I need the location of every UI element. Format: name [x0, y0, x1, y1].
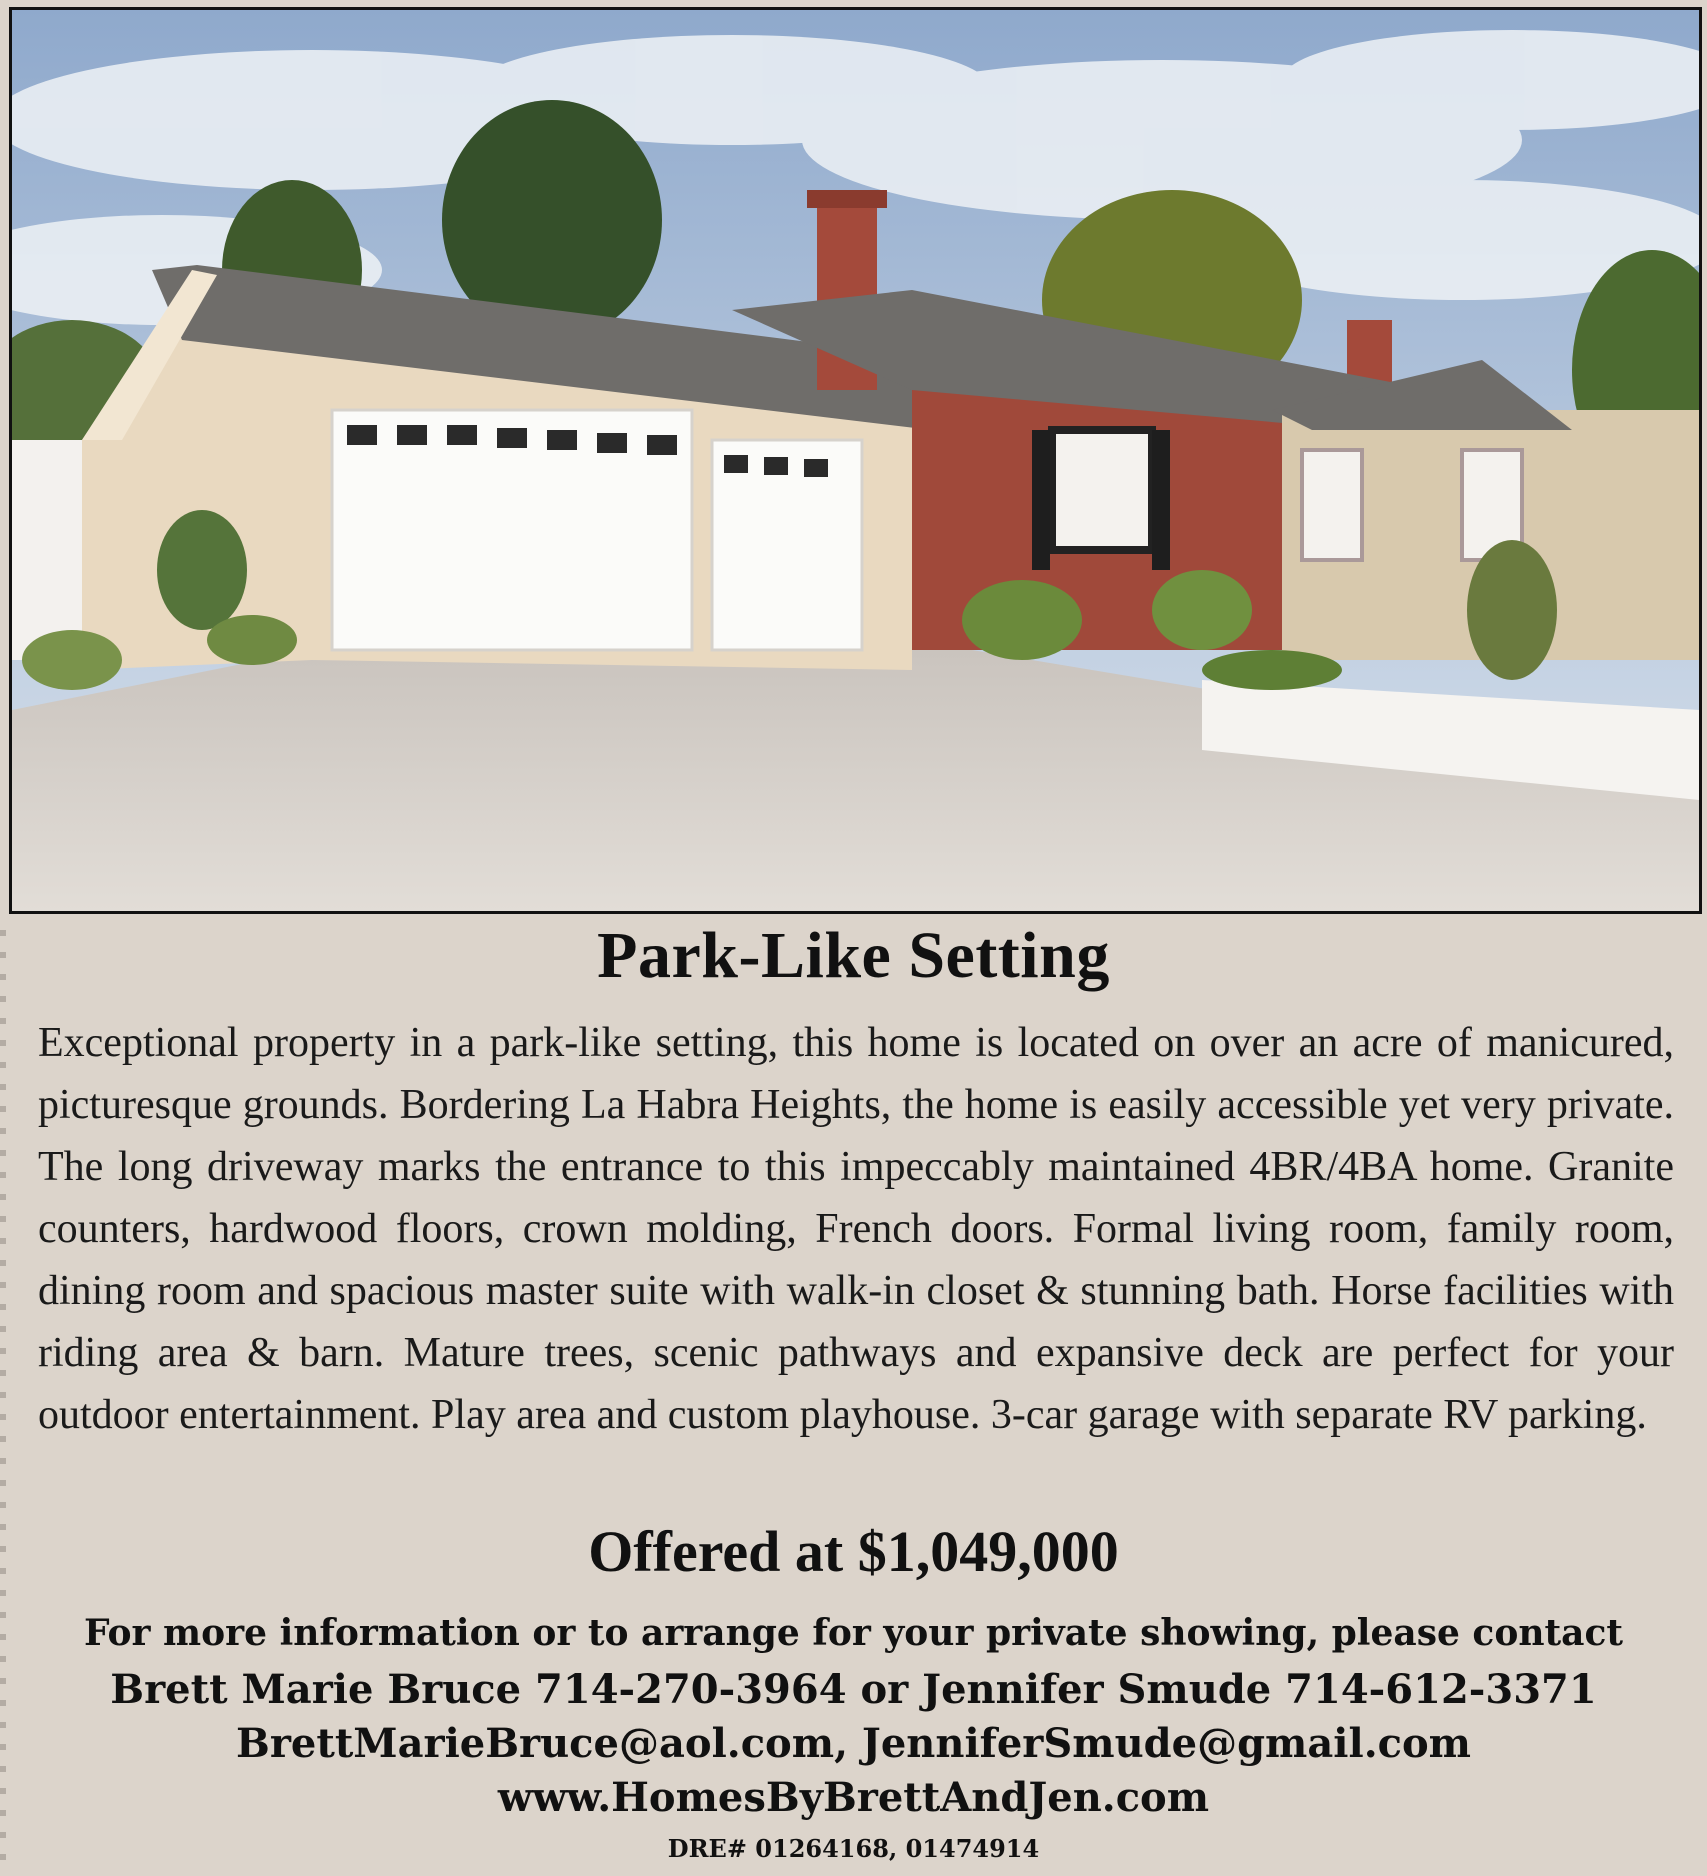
website-link[interactable]: www.HomesByBrettAndJen.com — [497, 1774, 1210, 1821]
dre-license-numbers: DRE# 01264168, 01474914 — [667, 1834, 1040, 1863]
contact-intro: For more information or to arrange for your private showing, please contact — [83, 1612, 1624, 1654]
property-description: Exceptional property in a park-like setting, this home is located on over an acre of manicured, picturesque grounds. Bordering La Habra Heights, the home is easily accessible yet very private. The long driveway marks the entrance to this impeccably maintained 4BR/4BA home. Granite counters, hardwood floors, crown molding, French doors. Formal living room, family room, dining room and spacious master suite with walk-in closet & stunning bath. Horse facilities with riding area & barn. Mature trees, scenic pathways and expansive deck are perfect for your outdoor entertainment. Play area and custom playhouse. 3-car garage with separate RV parking. — [38, 1020, 1674, 1438]
house-illustration — [12, 10, 1699, 911]
home-exterior-photo — [9, 7, 1702, 914]
ad-headline: Park-Like Setting — [597, 919, 1110, 992]
agent-names-phones: Brett Marie Bruce 714-270-3964 or Jennifer Smude 714-612-3371 — [110, 1666, 1597, 1713]
listing-price: Offered at $1,049,000 — [588, 1519, 1119, 1584]
agent-emails[interactable]: BrettMarieBruce@aol.com, JenniferSmude@gmail.com — [236, 1720, 1471, 1767]
front-window — [1052, 430, 1152, 550]
